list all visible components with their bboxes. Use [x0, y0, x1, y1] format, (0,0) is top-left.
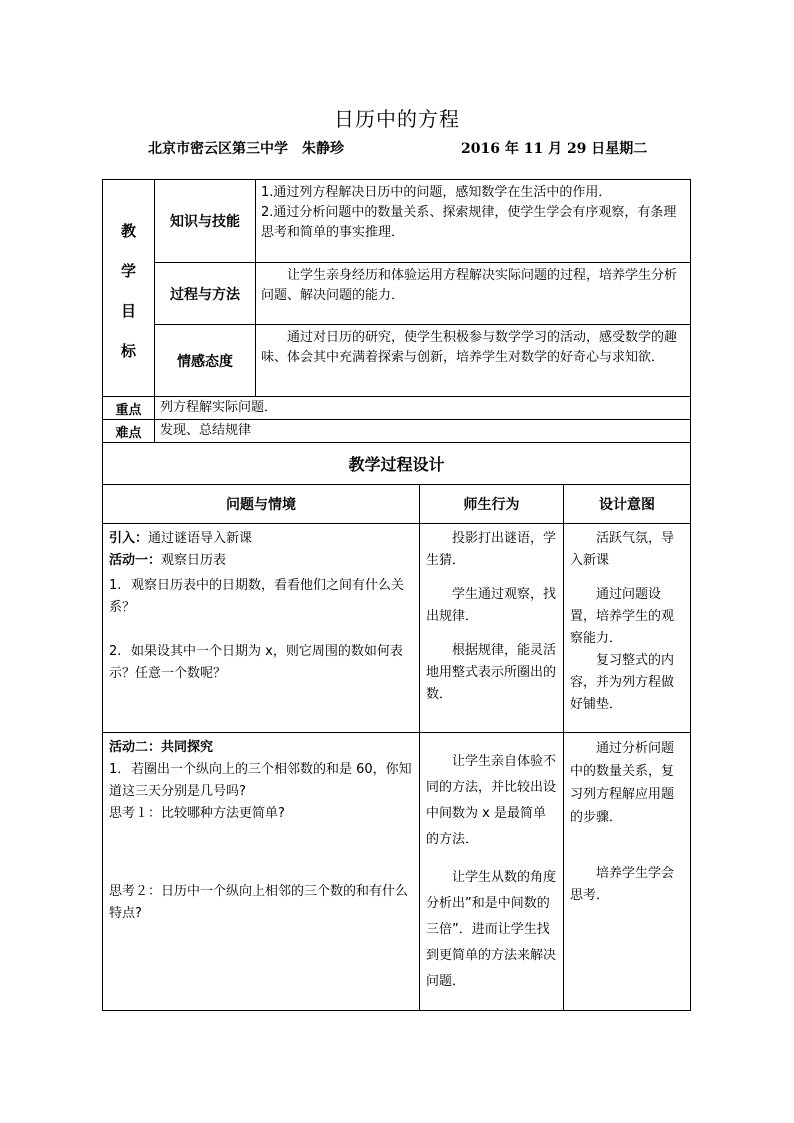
- goal-line: 1.通过列方程解决日历中的问题，感知数学在生活中的作用．: [261, 185, 612, 200]
- action-cell-1: [420, 524, 564, 733]
- goals-header: [103, 180, 155, 397]
- goals-header-char: 学: [120, 262, 136, 280]
- intent-text: 活跃气氛，导入新课: [570, 531, 675, 568]
- key-point-text: 列方程解实际问题．: [155, 397, 691, 420]
- question-number: 2.: [109, 644, 122, 659]
- intent-cell-1: [564, 524, 691, 733]
- action-cell-2: [420, 733, 564, 1011]
- design-column-headers: [103, 485, 691, 524]
- question-1: [109, 575, 413, 619]
- think-two: 思考２：日历中一个纵向上相邻的三个数的和有什么特点?: [109, 884, 409, 921]
- goal-text-process: 让学生亲身经历和体验运用方程解决实际问题的过程，培养学生分析问题、解决问题的能力．: [256, 263, 691, 325]
- action-text: 投影打出谜语，学生猜．: [426, 531, 557, 568]
- goals-header-char: 教: [120, 222, 136, 240]
- spacer: [570, 829, 684, 851]
- goals-header-char: 目: [120, 302, 136, 320]
- design-title-row: [103, 443, 691, 485]
- problem-cell-1: [103, 524, 420, 733]
- school-author: 北京市密云区第三中学 朱静珍: [148, 141, 344, 157]
- spacer: [109, 869, 413, 881]
- intent-cell-2: [564, 733, 691, 1011]
- difficulty-label: 难点: [103, 420, 155, 443]
- intent-text: 培养学生学会思考．: [570, 866, 675, 903]
- goal-row-knowledge: [103, 180, 691, 263]
- intro-line: [109, 528, 413, 550]
- process-row-1: [103, 524, 691, 733]
- intent-text: 通过问题设置，培养学生的观察能力．: [570, 587, 675, 646]
- activity-one-label: 活动一：: [109, 553, 162, 568]
- subtitle: [148, 138, 648, 158]
- question-text: 如果设其中一个日期为 x，则它周围的数如何表示？任意一个数呢？: [109, 644, 403, 681]
- question-number: 1．: [109, 762, 131, 777]
- key-point-row: [103, 397, 691, 420]
- design-title: 教学过程设计: [103, 443, 691, 485]
- activity-one-line: [109, 550, 413, 572]
- column-header-problem: 问题与情境: [103, 485, 420, 524]
- intent-text: 通过分析问题中的数量关系，复习列方程解应用题的步骤．: [570, 741, 675, 825]
- activity-one-text: 观察日历表: [161, 553, 227, 568]
- goal-text-attitude: 通过对日历的研究，使学生积极参与数学学习的活动，感受数学的趣味、体会其中充满着探索与创新，培养学生对数学的好奇心与求知欲．: [256, 325, 691, 397]
- intro-label: 引入：: [109, 531, 149, 546]
- goal-label-process: 过程与方法: [155, 263, 256, 325]
- problem-cell-2: [103, 733, 420, 1011]
- spacer: [426, 853, 557, 865]
- intent-text: 复习整式的内容，并为列方程做好铺垫．: [570, 653, 675, 712]
- spacer: [570, 851, 684, 863]
- think-one: 思考１：比较哪种方法更简单?: [109, 806, 285, 821]
- key-point-label: 重点: [103, 397, 155, 420]
- action-text: 让学生亲自体验不同的方法，并比较出设中间数为 x 是最简单的方法．: [426, 754, 557, 847]
- question-number: 1.: [109, 578, 122, 593]
- action-text: 让学生从数的角度分析出”和是中间数的三倍”．进而让学生找到更简单的方法来解决问题．: [426, 870, 557, 989]
- explore-question-1: [109, 759, 413, 803]
- goal-text-knowledge: [256, 180, 691, 263]
- spacer: [109, 619, 413, 641]
- goal-label-knowledge: 知识与技能: [155, 180, 256, 263]
- column-header-intent: 设计意图: [564, 485, 691, 524]
- spacer: [426, 572, 557, 584]
- question-text: 若圈出一个纵向上的三个相邻数的和是 60，你知道这三天分别是几号吗?: [109, 762, 412, 799]
- activity-two-label: 活动二：共同探究: [109, 740, 214, 755]
- goal-row-process: [103, 263, 691, 325]
- lesson-plan-table: [102, 179, 691, 1011]
- page-title: 日历中的方程: [334, 107, 460, 131]
- spacer: [109, 825, 413, 847]
- spacer: [426, 628, 557, 640]
- spacer: [109, 847, 413, 869]
- difficulty-row: [103, 420, 691, 443]
- lesson-date: 2016 年 11 月 29 日星期二: [461, 141, 648, 157]
- goals-header-char: 标: [120, 342, 136, 360]
- goal-line: 2.通过分析问题中的数量关系、探索规律，使学生学会有序观察，有条理思考和简单的事实推理．: [261, 205, 677, 240]
- action-text: 学生通过观察，找出规律．: [426, 587, 557, 624]
- spacer: [570, 572, 684, 584]
- question-text: 观察日历表中的日期数，看看他们之间有什么关系？: [109, 578, 405, 615]
- difficulty-text: 发现、总结规律: [155, 420, 691, 443]
- spacer: [426, 737, 557, 749]
- action-text: 根据规律，能灵活地用整式表示所圈出的数．: [426, 643, 557, 702]
- process-row-2: [103, 733, 691, 1011]
- intro-text: 通过谜语导入新课: [148, 531, 253, 546]
- column-header-action: 师生行为: [420, 485, 564, 524]
- goal-label-attitude: 情感态度: [155, 325, 256, 397]
- question-2: [109, 641, 413, 685]
- goal-row-attitude: [103, 325, 691, 397]
